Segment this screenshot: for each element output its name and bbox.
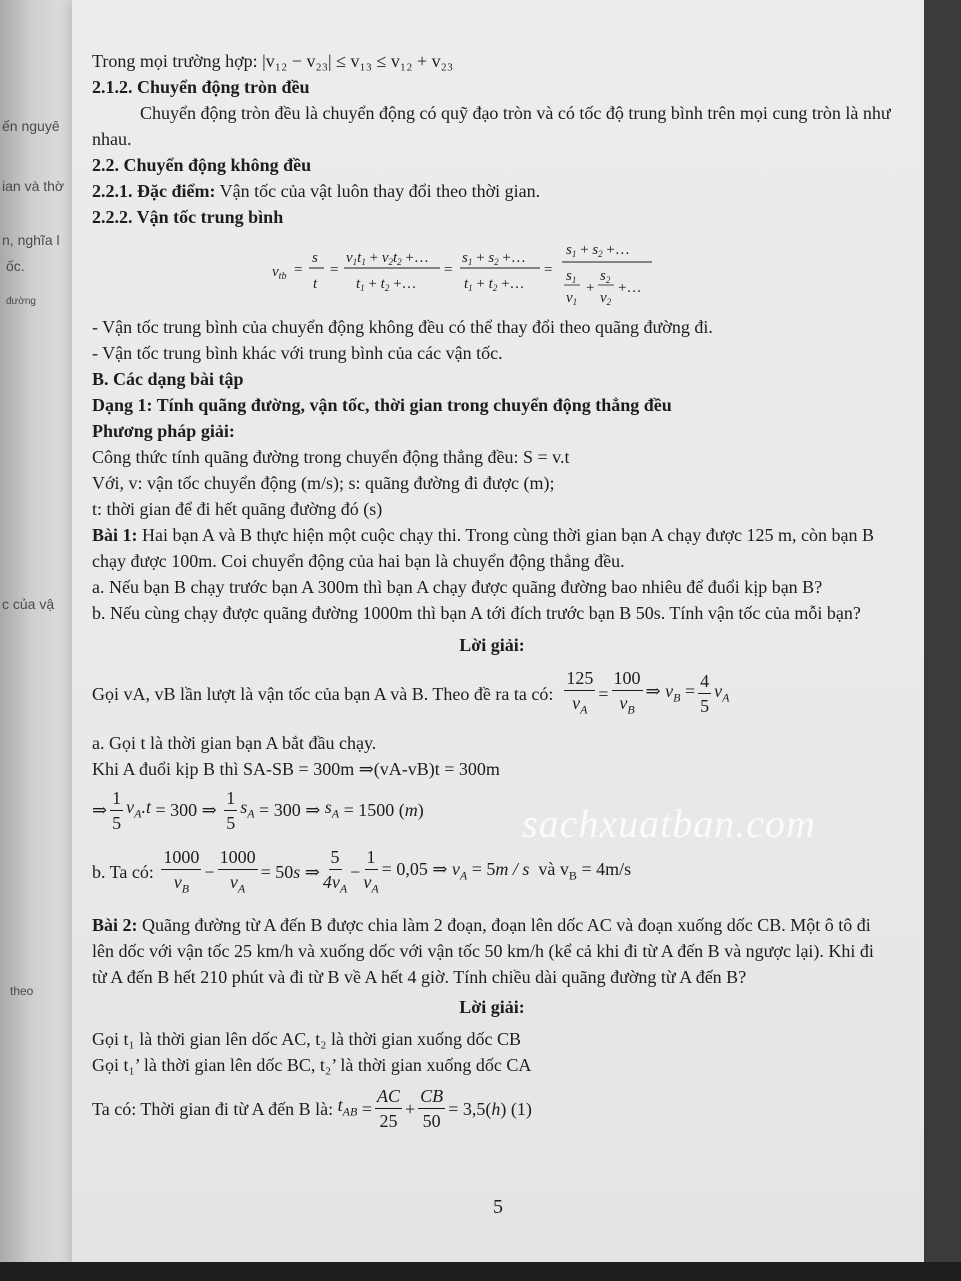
exercise-2: Bài 2: Quãng đường từ A đến B được chia làm 2 đoạn, đoạn lên dốc AC và đoạn xuống dốc CB. Một ô tô đi lên dốc với vận tốc 25 km/h và xuống dốc với vận tốc 50 km/h (kể cả khi đi từ A đến B và ngược lại). Khi đi từ A đến B hết 210 phút và đi từ B về A hết 4 giờ. Tính chiều dài quãng đường từ A đến B? xyxy=(92,915,874,988)
dang-1-heading: Dạng 1: Tính quãng đường, vận tốc, thời gian trong chuyển động thẳng đều xyxy=(92,395,672,415)
svg-text:vtb: $v_{tb}$ xyxy=(272,264,287,282)
solution-1-a-line-3: ⇒ $\frac{1}{5}$ $v_A.t$ = 300 ⇒ $\frac{1}{5}$ $s_A$ = 300 ⇒ $s_A$ = 1500 ( m ) xyxy=(92,787,424,833)
watermark: sachxuatban.com xyxy=(522,801,816,846)
svg-text:v2: $v_2$ xyxy=(600,290,612,307)
margin-fragment: theo xyxy=(10,984,34,998)
heading-2-2-2: 2.2.2. Vận tốc trung bình xyxy=(92,207,284,227)
solution-heading-2: Lời giải: xyxy=(459,997,525,1018)
svg-text:s: s xyxy=(312,250,318,266)
svg-text:t1 + t2 +…: $t_1 + t_2$ +… xyxy=(464,276,525,293)
formula-line-2: Với, v: vận tốc chuyển động (m/s); s: quãng đường đi được (m); xyxy=(92,473,555,493)
note-line-1: - Vận tốc trung bình của chuyển động không đều có thể thay đổi theo quãng đường đi. xyxy=(92,317,713,337)
method-heading: Phương pháp giải: xyxy=(92,421,235,441)
paragraph-uniform-circular: Chuyển động tròn đều là chuyển động có quỹ đạo tròn và có tốc độ trung bình trên mọi cung tròn là như nhau. xyxy=(92,103,891,149)
formula-line-3: t: thời gian để đi hết quãng đường đó (s) xyxy=(92,499,383,519)
svg-text:=: = xyxy=(444,262,453,278)
svg-text:s1 + s2 +…: $s_1 + s_2$ +… xyxy=(462,250,526,267)
margin-fragment: ian và thờ xyxy=(2,178,65,194)
margin-fragment: ốc. xyxy=(6,258,25,274)
page-content xyxy=(92,48,892,1133)
section-b-heading: B. Các dạng bài tập xyxy=(92,369,244,389)
svg-text:v1t1 + v2t2 +…: $v_1t_1 + v_2t_2$ +… xyxy=(346,250,429,267)
background-edge xyxy=(924,0,961,1281)
solution-1-a-line-1: a. Gọi t là thời gian bạn A bắt đầu chạy. xyxy=(92,732,377,753)
heading-2-1-2: 2.1.2. Chuyển động tròn đều xyxy=(92,77,310,97)
previous-page-edge xyxy=(0,0,80,1281)
solution-1-b: b. Ta có: $\frac{1000}{v_B}$ − $\frac{1000}{v_A}$ = 50s ⇒ $\frac{5}{4v_A}$ − $\frac{1}{v_A}$ = 0,05 ⇒ $v_A = 5m / s$ và $v_B = 4m/s$ xyxy=(92,846,632,896)
svg-text:=: = xyxy=(330,262,339,278)
exercise-1-a: a. Nếu bạn B chạy trước bạn A 300m thì bạn A chạy được quãng đường bao nhiêu để đuổi kịp bạn B? xyxy=(92,577,823,597)
average-velocity-formula xyxy=(92,232,892,308)
margin-fragment: n, nghĩa l xyxy=(2,232,60,248)
solution-heading-1: Lời giải: xyxy=(459,635,525,655)
solution-1-a-line-2: Khi A đuổi kịp B thì SA-SB = 300m ⇒(vA-vB)t = 300m xyxy=(92,758,500,779)
svg-text:t: t xyxy=(313,276,318,292)
exercise-1: Bài 1: Hai bạn A và B thực hiện một cuộc chạy thi. Trong cùng thời gian bạn A chạy được 125 m, còn bạn B chạy được 100m. Coi chuyển động của hai bạn là chuyển động thẳng đều. xyxy=(92,525,874,571)
svg-text:s1 + s2 +…: $s_1 + s_2$ +… xyxy=(566,242,630,259)
svg-text:=: = xyxy=(544,262,553,278)
margin-fragment: ến nguyê xyxy=(2,118,60,134)
margin-fragment: đường xyxy=(6,296,36,307)
svg-text:s1: $s_1$ xyxy=(566,268,577,285)
background-bottom xyxy=(0,1262,961,1281)
heading-2-2: 2.2. Chuyển động không đều xyxy=(92,155,312,175)
exercise-1-b: b. Nếu cùng chạy được quãng đường 1000m thì bạn A tới đích trước bạn B 50s. Tính vận tốc của mỗi bạn? xyxy=(92,603,861,623)
formula-line-1: Công thức tính quãng đường trong chuyển động thẳng đều: S = v.t xyxy=(92,447,570,467)
solution-2-line-3: Ta có: Thời gian đi từ A đến B là: $t_{AB}$ = $\frac{AC}{25}$ + $\frac{CB}{50}$ = 3,5(h) (1) xyxy=(92,1086,532,1132)
heading-2-2-1: 2.2.1. Đặc điểm: Vận tốc của vật luôn thay đổi theo thời gian. xyxy=(92,181,541,201)
svg-text:s2: $s_2$ xyxy=(600,268,611,285)
ratio-equation: $\frac{125}{v_A}$ = $\frac{100}{v_B}$ ⇒ $v_B$ = $\frac{4}{5}$ $v_A$ xyxy=(566,668,730,717)
book-page xyxy=(72,0,924,1268)
solution-1-intro: Gọi vA, vB lần lượt là vận tốc của bạn A và B. Theo đề ra ta có: $\frac{125}{v_A}$ = $\frac{100}{v_B}$ ⇒ $v_B$ = $\frac{4}{5}$ $v_A$ xyxy=(92,666,892,722)
formula-graphic xyxy=(272,232,702,308)
note-line-2: - Vận tốc trung bình khác với trung bình của các vận tốc. xyxy=(92,343,503,363)
svg-text:+: + xyxy=(586,280,595,296)
svg-text:=: = xyxy=(294,262,303,278)
solution-2-line-1: Gọi t₁ là thời gian lên dốc AC, t₂ là thời gian xuống dốc CB xyxy=(92,1029,522,1050)
svg-text:t1 + t2 +…: $t_1 + t_2$ +… xyxy=(356,276,417,293)
relative-velocity-line: Trong mọi trường hợp: |v₁₂ − v₂₃| ≤ v₁₃ ≤ v₁₂ + v₂₃ xyxy=(92,51,454,71)
svg-text:v1: $v_1$ xyxy=(566,290,578,307)
solution-2-line-2: Gọi t₁’ là thời gian lên dốc BC, t₂’ là thời gian xuống dốc CA xyxy=(92,1055,532,1076)
page-number: 5 xyxy=(493,1196,503,1218)
svg-text:+…: +… xyxy=(618,280,642,296)
margin-fragment: c của vậ xyxy=(2,596,55,612)
